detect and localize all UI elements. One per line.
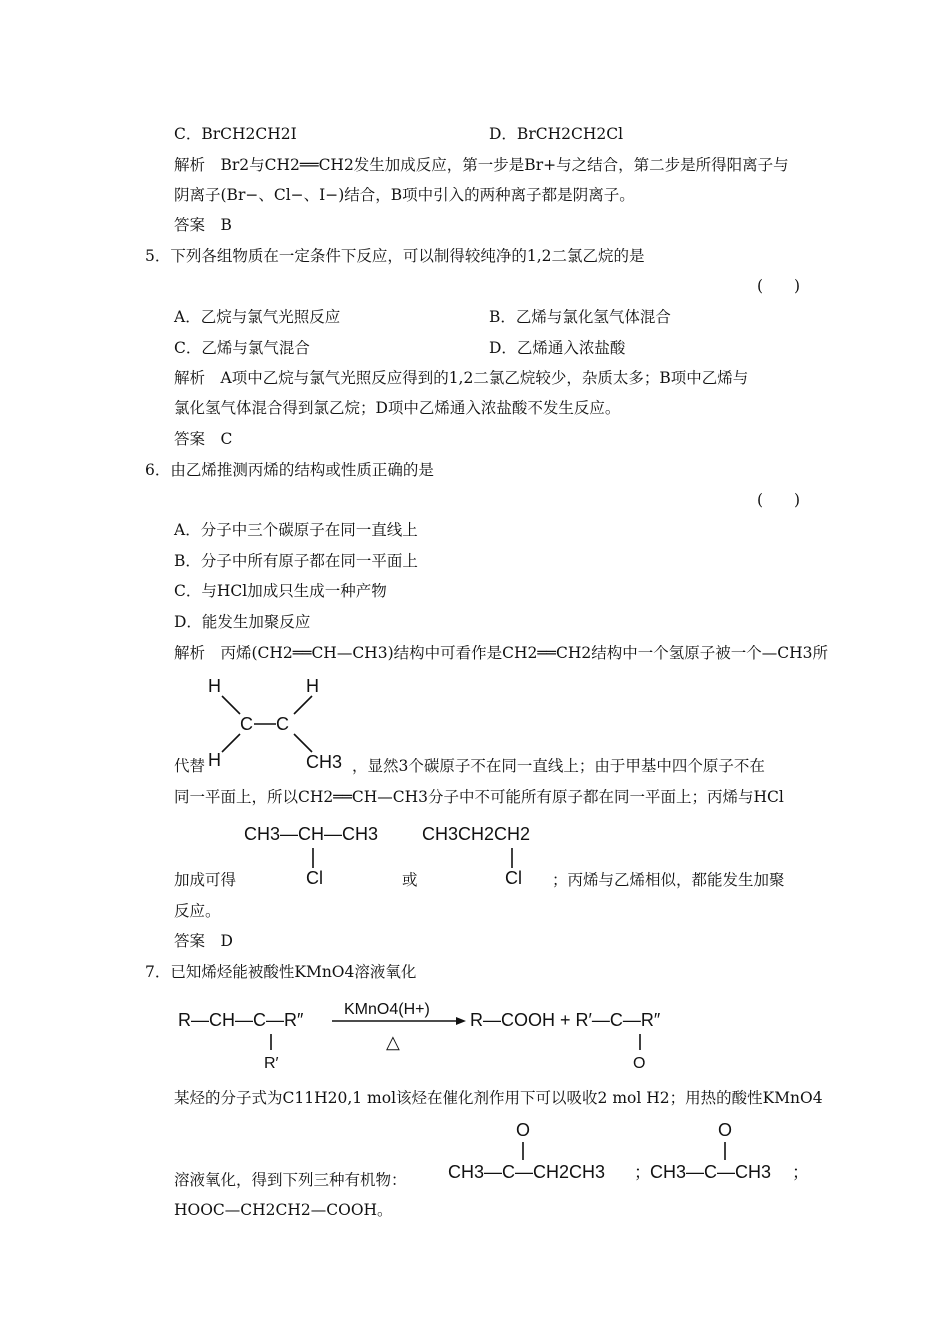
q6-analysis-line2b: ，显然3个碳原子不在同一直线上；由于甲基中四个原子不在	[352, 757, 765, 775]
q6-answer-paren: ( )	[757, 491, 801, 509]
product2-cl: Cl	[505, 868, 522, 888]
rxn-reactant-sub: R′	[264, 1055, 279, 1072]
propene-h2: H	[306, 676, 319, 696]
oxidation-products	[444, 1112, 814, 1198]
q5-stem: 5．下列各组物质在一定条件下反应，可以制得较纯净的1,2二氯乙烷的是	[145, 247, 645, 265]
propene-structure	[200, 672, 360, 777]
rxn-reagent: KMnO4(H+)	[344, 1001, 430, 1018]
q6-answer: 答案 D	[174, 932, 233, 950]
q7-text-line3: HOOC—CH2CH2—COOH。	[174, 1201, 393, 1219]
q6-option-b: B．分子中所有原子都在同一平面上	[174, 552, 418, 570]
q4-analysis-line1: 解析 Br2与CH2══CH2发生加成反应，第一步是Br+与之结合，第二步是所得阳离子与	[174, 156, 789, 174]
propene-c1: C	[240, 714, 253, 734]
q5-option-b: B．乙烯与氯化氢气体混合	[489, 308, 671, 326]
product1-formula: CH3—CH—CH3	[244, 824, 379, 844]
q6-option-d: D．能发生加聚反应	[174, 613, 311, 631]
prod-end: ；	[792, 1163, 809, 1182]
q6-analysis-line4a: 加成可得	[174, 871, 237, 889]
prod1-formula: CH3—C—CH2CH3	[448, 1162, 606, 1182]
q5-option-d: D．乙烯通入浓盐酸	[489, 339, 626, 357]
rxn-products: R—COOH + R′—C—R″	[470, 1010, 661, 1030]
q6-analysis-line4c: ；丙烯与乙烯相似，都能发生加聚	[552, 871, 785, 889]
q5-analysis-line2: 氯化氢气体混合得到氯乙烷；D项中乙烯通入浓盐酸不发生反应。	[174, 399, 621, 417]
q5-option-a: A．乙烷与氯气光照反应	[174, 308, 341, 326]
q5-option-c: C．乙烯与氯气混合	[174, 339, 310, 357]
q6-analysis-line5: 反应。	[174, 902, 221, 920]
q6-stem: 6．由乙烯推测丙烯的结构或性质正确的是	[145, 461, 434, 479]
propene-ch3: CH3	[306, 752, 343, 772]
q6-analysis-line1: 解析 丙烯(CH2══CH—CH3)结构中可看作是CH2══CH2结构中一个氢原子被一个—CH3所	[174, 644, 828, 662]
q7-text-line2a: 溶液氧化，得到下列三种有机物：	[174, 1171, 407, 1189]
rxn-condition: △	[386, 1032, 400, 1052]
q6-option-a: A．分子中三个碳原子在同一直线上	[174, 521, 418, 539]
q7-stem: 7．已知烯烃能被酸性KMnO4溶液氧化	[145, 963, 417, 981]
prod2-formula: CH3—C—CH3	[650, 1162, 772, 1182]
q5-answer-paren: ( )	[757, 277, 801, 295]
prod2-o: O	[718, 1120, 733, 1140]
q4-option-c: C．BrCH2CH2I	[174, 125, 297, 143]
q6-analysis-line3: 同一平面上，所以CH2══CH—CH3分子中不可能所有原子都在同一平面上；丙烯与HCl	[174, 788, 784, 806]
propene-h1: H	[208, 676, 221, 696]
prod-separator: ；	[634, 1163, 651, 1182]
q6-option-c: C．与HCl加成只生成一种产物	[174, 582, 387, 600]
q5-answer: 答案 C	[174, 430, 233, 448]
product2-formula: CH3CH2CH2	[422, 824, 531, 844]
product1-cl: Cl	[306, 868, 323, 888]
q5-analysis-line1: 解析 A项中乙烷与氯气光照反应得到的1,2二氯乙烷较少，杂质太多；B项中乙烯与	[174, 369, 749, 387]
q4-option-d: D．BrCH2CH2Cl	[489, 125, 624, 143]
oxidation-reaction	[174, 994, 714, 1074]
rxn-reactant: R—CH—C—R″	[178, 1010, 304, 1030]
propene-c2: C	[276, 714, 289, 734]
q4-answer: 答案 B	[174, 216, 232, 234]
q6-analysis-line2a: 代替	[174, 757, 206, 775]
propene-h3: H	[208, 750, 221, 770]
q6-analysis-line4b: 或	[402, 871, 418, 889]
addition-products	[240, 818, 560, 890]
q7-text-line1: 某烃的分子式为C11H20,1 mol该烃在催化剂作用下可以吸收2 mol H2；用热的酸性KMnO4	[174, 1089, 823, 1107]
q4-analysis-line2: 阴离子(Br−、Cl−、I−)结合，B项中引入的两种离子都是阴离子。	[174, 186, 635, 204]
rxn-products-sub: O	[633, 1055, 646, 1072]
prod1-o: O	[516, 1120, 531, 1140]
